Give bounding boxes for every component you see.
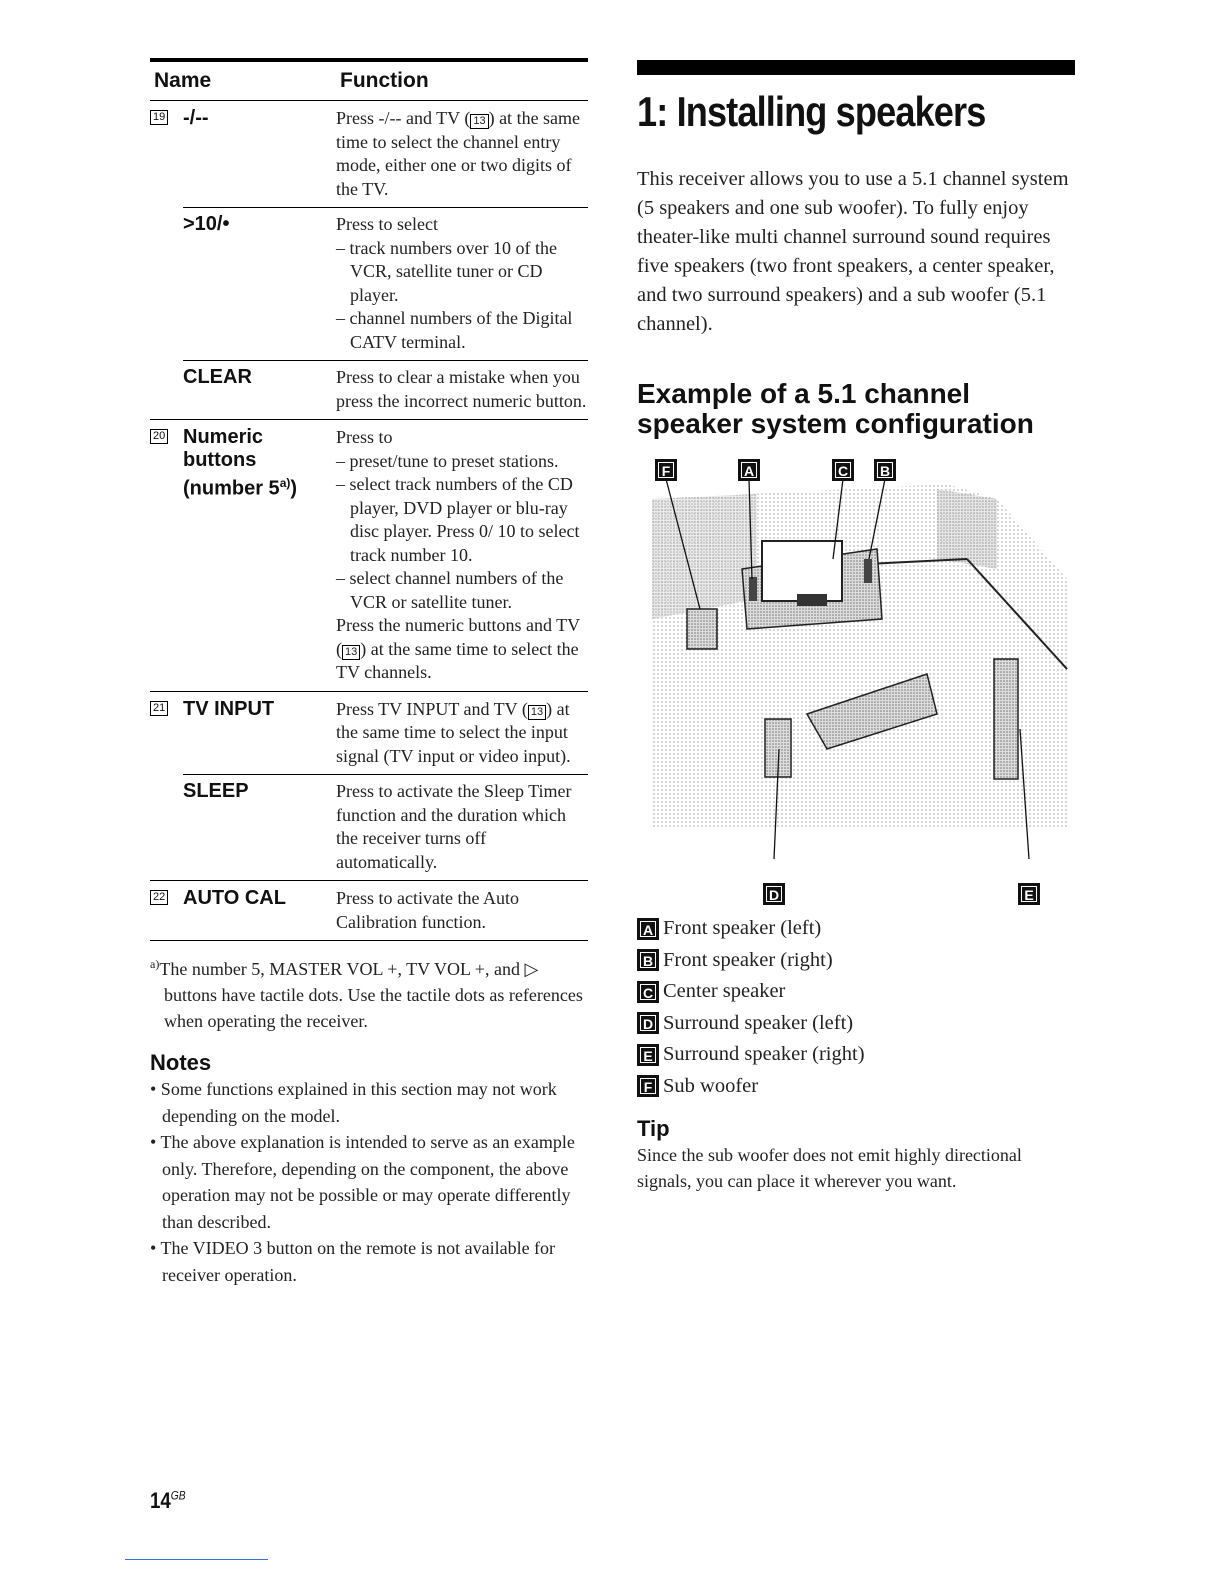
section-intro: This receiver allows you to use a 5.1 channel system (5 speakers and one sub woofer). To fully enjoy theater-like multi channel surround sound requires five speakers (two front speakers, a center speaker, and two surround speakers) and a sub woofer (5.1 channel). — [637, 168, 1069, 335]
tv — [762, 541, 842, 601]
speaker-configuration-diagram — [637, 449, 1075, 909]
legend-item: D Surround speaker (left) — [637, 1008, 1075, 1040]
receiver — [797, 594, 827, 606]
speaker-legend — [637, 913, 1075, 1102]
item-number: 21 — [150, 701, 168, 716]
notes-heading: Notes — [150, 1050, 212, 1075]
room-illustration — [637, 449, 1075, 909]
front-left-speaker — [749, 577, 757, 601]
legend-item: A Front speaker (left) — [637, 913, 1075, 945]
footer-link-line — [125, 1559, 268, 1560]
diagram-label-b: B — [874, 459, 896, 481]
legend-item: B Front speaker (right) — [637, 945, 1075, 977]
button-name: TV INPUT — [183, 697, 275, 720]
note-item: • Some functions explained in this section may not work depending on the model. — [150, 1079, 557, 1126]
table-row — [150, 419, 588, 691]
table-row — [150, 207, 588, 360]
section-title: 1: Installing speakers — [637, 88, 986, 135]
left-wall — [652, 494, 757, 619]
front-right-speaker — [864, 559, 872, 583]
table-bottom-rule — [150, 940, 588, 941]
example-heading: Example of a 5.1 channel speaker system configuration — [637, 378, 1034, 439]
installing-speakers-column — [637, 60, 1075, 1194]
button-name: CLEAR — [183, 366, 252, 388]
right-wall — [937, 489, 997, 569]
function-table-column — [150, 58, 588, 1288]
diagram-label-d: D — [763, 883, 785, 905]
note-item: • The above explanation is intended to serve as an example only. Therefore, depending on the component, the above operation may not be possible or may operate differently than described. — [150, 1132, 575, 1232]
button-function: Press to activate the Sleep Timer function and the duration which the receiver turns off automatically. — [336, 781, 572, 872]
tip-text: Since the sub woofer does not emit highly directional signals, you can place it wherever you want. — [637, 1145, 1022, 1191]
header-name: Name — [154, 69, 212, 92]
item-number: 19 — [150, 110, 168, 125]
table-header — [150, 62, 588, 101]
section-bar — [637, 60, 1075, 75]
diagram-label-a: A — [738, 459, 760, 481]
footnote: $^{a)}$The number 5, MASTER VOL +, TV VOL +, and ▷ buttons have tactile dots. Use the tactile dots as references when operating the receiver. — [150, 957, 583, 1031]
table-row — [150, 880, 588, 940]
button-name: Numeric buttons (number 5$^{a)}$) — [183, 426, 298, 500]
legend-item: C Center speaker — [637, 976, 1075, 1008]
button-name: >10/• — [183, 213, 230, 235]
diagram-label-e: E — [1018, 883, 1040, 905]
table-row — [150, 774, 588, 880]
note-item: • The VIDEO 3 button on the remote is not available for receiver operation. — [150, 1238, 556, 1285]
button-function: Press to select – track numbers over 10 of the VCR, satellite tuner or CD player. – channel numbers of the Digital CATV terminal. — [336, 214, 573, 352]
button-function: Press to clear a mistake when you press the incorrect numeric button. — [336, 367, 587, 411]
header-function: Function — [340, 69, 429, 92]
table-row — [150, 691, 588, 775]
diagram-label-c: C — [832, 459, 854, 481]
item-number: 20 — [150, 429, 168, 444]
legend-item: F Sub woofer — [637, 1071, 1075, 1103]
sub-woofer-speaker — [687, 609, 717, 649]
button-name: AUTO CAL — [183, 887, 286, 909]
button-function: Press to – preset/tune to preset stations. – select track numbers of the CD player, DVD player or blu-ray disc player. Press 0/ 10 to select track number 10. – select channel numbers of the VCR or satellite tuner. Press the numeric buttons and TV ( 13 ) at the same time to select the TV channels. — [336, 427, 580, 682]
table-row — [150, 360, 588, 419]
diagram-label-f: F — [655, 459, 677, 481]
button-name: SLEEP — [183, 780, 249, 802]
button-name: -/-- — [183, 107, 209, 129]
page-number: $14^{GB}$ — [150, 1488, 186, 1513]
surround-right-speaker — [994, 659, 1018, 779]
tip-heading: Tip — [637, 1116, 670, 1141]
button-function: Press to activate the Auto Calibration function. — [336, 888, 519, 932]
table-row — [150, 101, 588, 207]
button-function: Press TV INPUT and TV ( 13 ) at the same time to select the input signal (TV input or video input). — [336, 698, 571, 766]
legend-item: E Surround speaker (right) — [637, 1039, 1075, 1071]
item-number: 22 — [150, 890, 168, 905]
button-function: Press -/-- and TV ( 13 ) at the same time to select the channel entry mode, either one or two digits of the TV. — [336, 108, 581, 199]
